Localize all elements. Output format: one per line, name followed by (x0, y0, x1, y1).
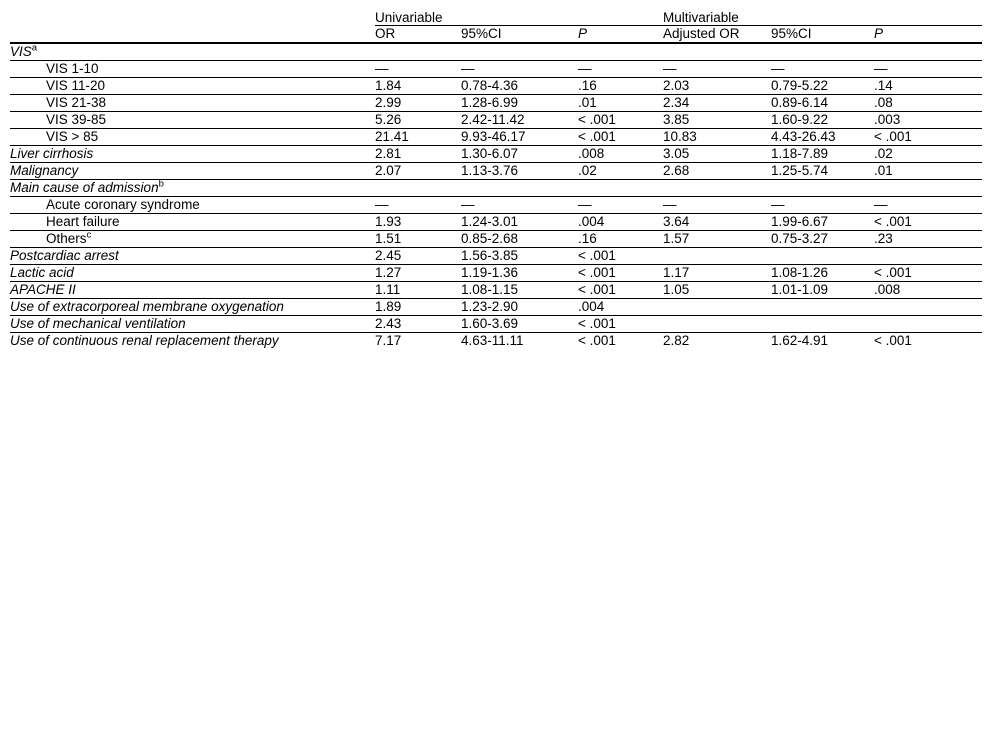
row-label: Acute coronary syndrome (10, 197, 375, 214)
table-row (10, 129, 982, 146)
row-label: VIS$^a$ (10, 43, 375, 61)
cell-p: — (578, 197, 663, 214)
table-row (10, 112, 982, 129)
cell-adjusted-or (663, 248, 771, 265)
table-row (10, 299, 982, 316)
cell-ci: 4.63-11.11 (461, 333, 578, 350)
cell-p: < .001 (578, 265, 663, 282)
cell-ci: 1.60-3.69 (461, 316, 578, 333)
table-row (10, 146, 982, 163)
cell-ci: 1.23-2.90 (461, 299, 578, 316)
cell-adjusted-ci (771, 299, 874, 316)
cell-adjusted-or (663, 299, 771, 316)
cell-ci: 1.56-3.85 (461, 248, 578, 265)
table-row (10, 265, 982, 282)
cell-ci: 1.28-6.99 (461, 95, 578, 112)
row-label: VIS > 85 (10, 129, 375, 146)
cell-or: 1.84 (375, 78, 461, 95)
cell-or: 5.26 (375, 112, 461, 129)
table-row (10, 95, 982, 112)
column-header-ci: 95%CI (461, 26, 502, 41)
cell-or: 2.81 (375, 146, 461, 163)
cell-adjusted-or: 3.85 (663, 112, 771, 129)
cell-adjusted-or: 10.83 (663, 129, 771, 146)
group-header-spacer (10, 10, 375, 25)
cell-or: 2.07 (375, 163, 461, 180)
cell-adjusted-ci: — (771, 61, 874, 78)
cell-adjusted-ci (771, 43, 874, 61)
table-row (10, 78, 982, 95)
cell-adjusted-or: 2.68 (663, 163, 771, 180)
cell-ci: 0.85-2.68 (461, 231, 578, 248)
cell-p: .004 (578, 299, 663, 316)
cell-adjusted-ci: 1.62-4.91 (771, 333, 874, 350)
cell-adjusted-or: 1.17 (663, 265, 771, 282)
cell-ci: 1.13-3.76 (461, 163, 578, 180)
regression-results-table (10, 10, 982, 349)
cell-p: < .001 (578, 282, 663, 299)
cell-adjusted-ci (771, 180, 874, 197)
cell-p: < .001 (578, 129, 663, 146)
cell-adjusted-ci: — (771, 197, 874, 214)
row-label: VIS 11-20 (10, 78, 375, 95)
row-label: Use of extracorporeal membrane oxygenation (10, 299, 375, 316)
cell-or: 2.43 (375, 316, 461, 333)
cell-or: 1.27 (375, 265, 461, 282)
group-header-multivariable: Multivariable (663, 10, 739, 25)
cell-adjusted-p: .23 (874, 231, 982, 248)
table-body (10, 43, 982, 349)
footnote-marker: a (31, 42, 38, 54)
row-label: Heart failure (10, 214, 375, 231)
cell-adjusted-p: .003 (874, 112, 982, 129)
cell-ci: 9.93-46.17 (461, 129, 578, 146)
footnote-marker: c (86, 229, 92, 241)
cell-adjusted-ci: 1.99-6.67 (771, 214, 874, 231)
row-label: Postcardiac arrest (10, 248, 375, 265)
cell-p: < .001 (578, 333, 663, 350)
group-header-row (10, 10, 982, 25)
cell-adjusted-or: 3.64 (663, 214, 771, 231)
row-label: VIS 21-38 (10, 95, 375, 112)
cell-ci: 1.24-3.01 (461, 214, 578, 231)
table-row (10, 197, 982, 214)
row-label: Use of mechanical ventilation (10, 316, 375, 333)
cell-adjusted-or: 2.34 (663, 95, 771, 112)
cell-or: 7.17 (375, 333, 461, 350)
cell-adjusted-or: 2.82 (663, 333, 771, 350)
cell-ci: 1.19-1.36 (461, 265, 578, 282)
row-label: APACHE II (10, 282, 375, 299)
cell-adjusted-p: < .001 (874, 129, 982, 146)
cell-or: — (375, 61, 461, 78)
cell-p: < .001 (578, 112, 663, 129)
table-head (10, 10, 982, 43)
row-label: Liver cirrhosis (10, 146, 375, 163)
cell-or: 21.41 (375, 129, 461, 146)
cell-adjusted-p: .08 (874, 95, 982, 112)
cell-or: 1.11 (375, 282, 461, 299)
column-header-adjusted-ci: 95%CI (771, 26, 812, 41)
group-header-univariable: Univariable (375, 10, 443, 25)
cell-adjusted-p: .01 (874, 163, 982, 180)
cell-ci: — (461, 197, 578, 214)
cell-adjusted-or: — (663, 197, 771, 214)
cell-p: .008 (578, 146, 663, 163)
cell-p: .004 (578, 214, 663, 231)
cell-or: 1.89 (375, 299, 461, 316)
cell-p: .02 (578, 163, 663, 180)
cell-adjusted-p (874, 248, 982, 265)
cell-adjusted-or: 3.05 (663, 146, 771, 163)
column-header-label (10, 26, 375, 43)
table-row (10, 61, 982, 78)
cell-adjusted-ci: 0.79-5.22 (771, 78, 874, 95)
cell-adjusted-p: .02 (874, 146, 982, 163)
table-row (10, 163, 982, 180)
cell-or: 2.99 (375, 95, 461, 112)
row-label: Use of continuous renal replacement therapy (10, 333, 375, 350)
table-row (10, 248, 982, 265)
row-label: Others$^c$ (10, 231, 375, 248)
results-table-container (10, 10, 982, 349)
cell-ci: 0.78-4.36 (461, 78, 578, 95)
cell-adjusted-ci: 1.08-1.26 (771, 265, 874, 282)
table-row (10, 282, 982, 299)
cell-ci: 1.30-6.07 (461, 146, 578, 163)
cell-p: .16 (578, 78, 663, 95)
table-row (10, 180, 982, 197)
cell-adjusted-or (663, 316, 771, 333)
cell-adjusted-ci: 0.75-3.27 (771, 231, 874, 248)
cell-adjusted-p (874, 316, 982, 333)
cell-or: 1.51 (375, 231, 461, 248)
column-header-p: P (578, 26, 588, 41)
row-label: Malignancy (10, 163, 375, 180)
cell-adjusted-p: — (874, 61, 982, 78)
footnote-marker: b (158, 178, 164, 190)
cell-or: — (375, 197, 461, 214)
row-label: Main cause of admission$^b$ (10, 180, 375, 197)
cell-adjusted-or: 1.57 (663, 231, 771, 248)
cell-p: < .001 (578, 316, 663, 333)
cell-p (578, 43, 663, 61)
cell-adjusted-or: 2.03 (663, 78, 771, 95)
table-row (10, 214, 982, 231)
table-row (10, 333, 982, 350)
cell-adjusted-ci: 1.18-7.89 (771, 146, 874, 163)
cell-adjusted-p: < .001 (874, 333, 982, 350)
cell-adjusted-ci: 4.43-26.43 (771, 129, 874, 146)
cell-adjusted-or: 1.05 (663, 282, 771, 299)
column-header-adjusted-or: Adjusted OR (663, 26, 740, 41)
column-header-row (10, 26, 982, 43)
column-header-or: OR (375, 26, 396, 41)
cell-adjusted-p: — (874, 197, 982, 214)
column-header-adjusted-p: P (874, 26, 884, 41)
cell-adjusted-ci: 1.01-1.09 (771, 282, 874, 299)
cell-p: — (578, 61, 663, 78)
cell-ci: — (461, 61, 578, 78)
cell-adjusted-p: .14 (874, 78, 982, 95)
table-row (10, 231, 982, 248)
cell-or: 2.45 (375, 248, 461, 265)
cell-adjusted-p (874, 43, 982, 61)
cell-or: 1.93 (375, 214, 461, 231)
cell-p: .16 (578, 231, 663, 248)
cell-adjusted-p: < .001 (874, 214, 982, 231)
cell-ci: 1.08-1.15 (461, 282, 578, 299)
cell-p: < .001 (578, 248, 663, 265)
row-label: VIS 39-85 (10, 112, 375, 129)
row-label: Lactic acid (10, 265, 375, 282)
table-row (10, 43, 982, 61)
cell-p (578, 180, 663, 197)
cell-adjusted-p (874, 180, 982, 197)
cell-adjusted-ci (771, 248, 874, 265)
cell-or (375, 180, 461, 197)
table-row (10, 316, 982, 333)
cell-adjusted-p: < .001 (874, 265, 982, 282)
cell-adjusted-p (874, 299, 982, 316)
cell-or (375, 43, 461, 61)
cell-ci: 2.42-11.42 (461, 112, 578, 129)
cell-adjusted-ci: 1.25-5.74 (771, 163, 874, 180)
cell-adjusted-or (663, 43, 771, 61)
cell-adjusted-or: — (663, 61, 771, 78)
row-label: VIS 1-10 (10, 61, 375, 78)
cell-adjusted-ci: 1.60-9.22 (771, 112, 874, 129)
cell-adjusted-p: .008 (874, 282, 982, 299)
cell-ci (461, 180, 578, 197)
cell-adjusted-or (663, 180, 771, 197)
cell-ci (461, 43, 578, 61)
cell-adjusted-ci: 0.89-6.14 (771, 95, 874, 112)
cell-adjusted-ci (771, 316, 874, 333)
cell-p: .01 (578, 95, 663, 112)
